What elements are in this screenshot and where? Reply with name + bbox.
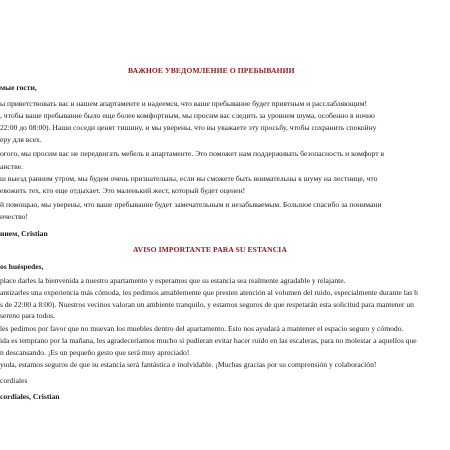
ru-line: й помощью, мы уверены, что ваше пребывание будет замечательным и незабываемым. Большое спасибо за понимани [0, 200, 382, 209]
es-greeting: os huéspedes, [0, 262, 44, 271]
es-line: n descansando. ¡Es un pequeño gesto que será muy apreciado! [0, 348, 190, 357]
es-line: s de 22:00 a 8:00). Nuestros vecinos valoran un ambiente tranquilo, y estamos seguros de que respetarán esta solicitud para mantener un [0, 300, 414, 309]
ru-line: 22:00 до 08:00). Наши соседи ценят тишину, и мы уверены, что вы уважаете эту просьбу, чтобы сохранить спокойну [0, 123, 377, 132]
es-closing: cordiales [0, 376, 28, 385]
ru-line: огого, мы просим вас не передвигать мебель в апартаменте. Это поможет нам поддерживать безопасность и комфорт в [0, 149, 385, 158]
ru-line: евожить тех, кто еще отдыхает. Это маленький жест, который будет оценен! [0, 186, 246, 195]
es-line: les pedimos por favor que no muevan los muebles dentro del apartamento. Esto nos ayudará a mantener el espacio seguro y cómodo. [0, 324, 404, 333]
ru-line: анстве. [0, 162, 23, 171]
es-title: AVISO IMPORTANTE PARA SU ESTANCIA [133, 245, 287, 254]
ru-line: ш выезд ранним утром, мы будем очень признательны, если вы сможете быть внимательны к шуму на лестнице, что [0, 174, 378, 183]
es-line: sereno para todos. [0, 311, 56, 320]
es-line: place darles la bienvenida a nuestro apartamento y esperamos que su estancia sea realmente agradable y relajante. [0, 276, 346, 285]
ru-signature: нием, Cristian [0, 229, 48, 238]
ru-line: , чтобы ваше пребывание было еще более комфортным, мы просим вас следить за уровнем шума, особенно в ночно [0, 111, 375, 120]
ru-line: ичество! [0, 212, 28, 221]
es-line: ida es temprano por la mañana, les agradeceríamos mucho si pudieran evitar hacer ruido en las escaleras, para no molestar a aquellos que [0, 336, 417, 345]
es-line: antizarles una experiencia más cómoda, les pedimos amablemente que presten atención al volumen del ruido, especialmente durante las h [0, 288, 418, 297]
ru-title: ВАЖНОЕ УВЕДОМЛЕНИЕ О ПРЕБЫВАНИИ [128, 66, 295, 75]
ru-line: ы приветствовать вас в нашем апартаменте и надеемся, что ваше пребывание будет приятным и расслабляющим! [0, 99, 368, 108]
es-signature: cordiales, Cristian [0, 392, 60, 401]
ru-line: еру для всех. [0, 135, 42, 144]
ru-greeting: мые гости, [0, 83, 37, 92]
es-line: yuda, estamos seguros de que su estancia será fantástica e inolvidable. ¡Muchas gracias por su comprensión y colaboración! [0, 360, 377, 369]
